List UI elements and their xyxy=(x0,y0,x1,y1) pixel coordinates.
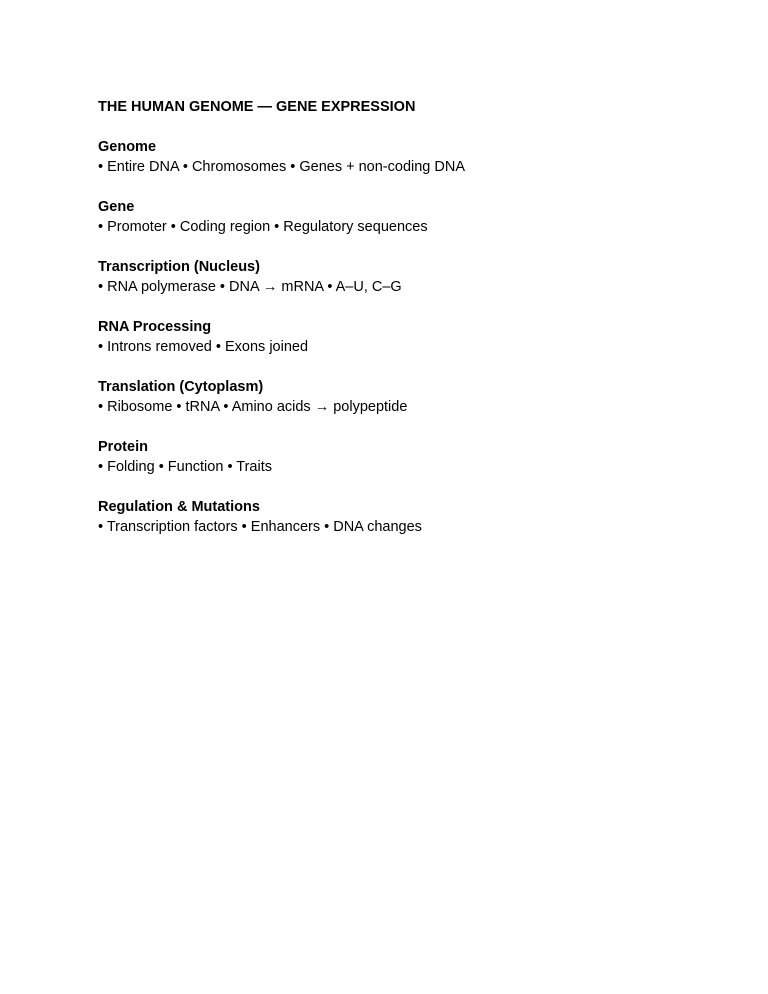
section-body: • Transcription factors • Enhancers • DNA changes xyxy=(98,519,422,535)
section-heading: Transcription (Nucleus) xyxy=(98,259,260,275)
section-heading: Protein xyxy=(98,439,148,455)
section-transcription xyxy=(98,257,718,297)
section-translation xyxy=(98,377,718,417)
section-body: • Promoter • Coding region • Regulatory sequences xyxy=(98,219,428,235)
section-genome xyxy=(98,137,718,177)
section-heading: Genome xyxy=(98,139,157,155)
section-rna-processing xyxy=(98,317,718,357)
section-heading: Regulation & Mutations xyxy=(98,499,260,515)
section-heading: RNA Processing xyxy=(98,319,212,335)
section-heading: Translation (Cytoplasm) xyxy=(98,379,264,395)
document-page xyxy=(98,97,718,557)
section-body: • Entire DNA • Chromosomes • Genes + non-coding DNA xyxy=(98,159,466,175)
section-body: • Folding • Function • Traits xyxy=(98,459,272,475)
section-body: • Ribosome • tRNA • Amino acids → polypeptide xyxy=(98,399,408,415)
document-title: THE HUMAN GENOME — GENE EXPRESSION xyxy=(98,99,416,115)
section-gene xyxy=(98,197,718,237)
section-heading: Gene xyxy=(98,199,135,215)
section-protein xyxy=(98,437,718,477)
section-body: • Introns removed • Exons joined xyxy=(98,339,309,355)
section-regulation-mutations xyxy=(98,497,718,537)
section-body: • RNA polymerase • DNA → mRNA • A–U, C–G xyxy=(98,279,402,295)
